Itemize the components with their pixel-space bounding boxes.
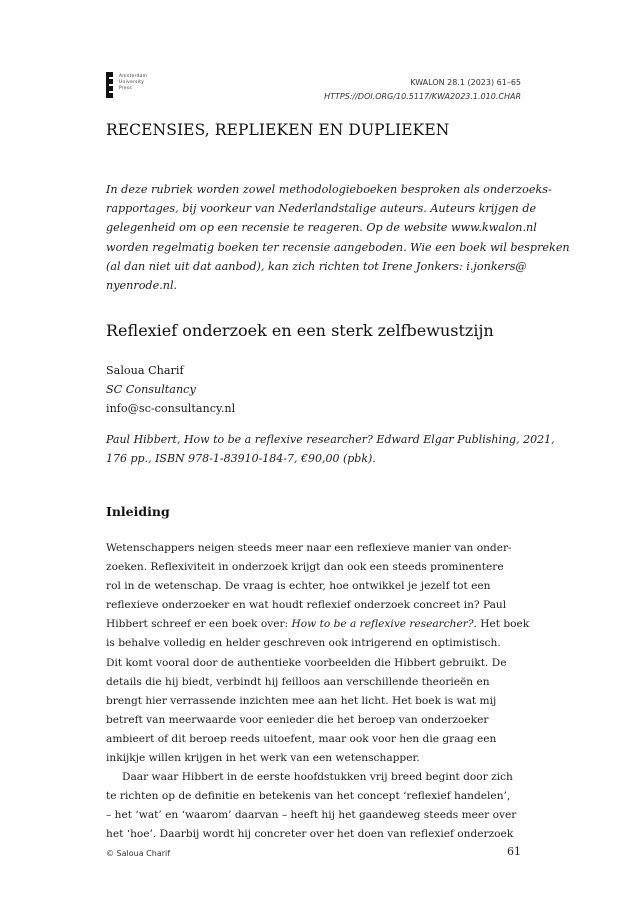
author-name: Saloua Charif [106, 364, 184, 377]
intro-paragraph [106, 180, 570, 295]
author-email[interactable]: info@sc-consultancy.nl [106, 402, 236, 415]
body-line: te richten op de definitie en betekenis van het concept ‘reflexief handelen’, [106, 790, 511, 803]
book-title-italic: How to be a reflexive researcher? [291, 618, 474, 631]
body-line: rol in de wetenschap. De vraag is echter, hoe ontwikkel je jezelf tot een [106, 580, 491, 593]
page-number: 61 [507, 845, 521, 858]
body-line: Dit komt vooral door de authentieke voorbeelden die Hibbert gebruikt. De [106, 656, 507, 669]
logo-line: University [119, 80, 145, 85]
intro-line: nyenrode.nl. [106, 279, 178, 293]
body-line: Daar waar Hibbert in de eerste hoofdstukken vrij breed begint door zich [122, 771, 513, 784]
logo-text [119, 74, 147, 92]
body-line: betreft van meerwaarde voor eenieder die het beroep van onderzoeker [106, 713, 489, 726]
body-line: is behalve volledig en helder geschreven ook intrigerend en optimistisch. [106, 637, 501, 650]
book-reference-line: 176 pp., ISBN 978-1-83910-184-7, €90,00 (pbk). [106, 452, 376, 466]
body-line: het ‘hoe’. Daarbij wordt hij concreter over het doen van reflexief onderzoek [106, 828, 514, 841]
body-line: Wetenschappers neigen steeds meer naar een reflexieve manier van onder- [106, 542, 512, 554]
logo-line: Press [119, 86, 133, 91]
logo-mark-icon [106, 72, 113, 98]
body-line: zoeken. Reflexiviteit in onderzoek krijgt dan ook een steeds prominentere [106, 561, 504, 574]
journal-doi[interactable]: HTTPS://DOI.ORG/10.5117/KWA2023.1.010.CHAR [324, 92, 521, 101]
footer-copyright: © Saloua Charif [106, 849, 171, 858]
intro-line: worden regelmatig boeken ter recensie aangeboden. Wie een boek wil bespreken [106, 240, 570, 254]
author-block [106, 361, 235, 418]
journal-header [324, 76, 521, 104]
body-text [106, 539, 530, 845]
body-line [106, 615, 530, 634]
intro-line: rapportages, bij voorkeur van Nederlandstalige auteurs. Auteurs krijgen de [106, 202, 537, 216]
publisher-logo [106, 72, 166, 100]
body-line: ambieert of dit beroep reeds uitoefent, maar ook voor hen die graag een [106, 732, 497, 745]
intro-line: (al dan niet uit dat aanbod), kan zich richten tot Irene Jonkers: i.jonkers@ [106, 259, 527, 273]
logo-line: Amsterdam [119, 74, 148, 79]
article-title: Reflexief onderzoek en een sterk zelfbewustzijn [106, 321, 494, 340]
body-line: reflexieve onderzoeker en wat houdt reflexief onderzoek concreet in? Paul [106, 599, 507, 612]
body-line: – het ‘wat’ en ‘waarom’ daarvan – heeft hij het gaandeweg steeds meer over [106, 809, 517, 822]
body-line: inkijkje willen krijgen in het werk van een wetenschapper. [106, 752, 420, 765]
journal-citation: KWALON 28.1 (2023) 61–65 [410, 78, 521, 87]
body-text-segment: . Het boek [473, 618, 530, 631]
intro-line: In deze rubriek worden zowel methodologieboeken besproken als onderzoeks- [106, 183, 552, 196]
book-reference-line: Paul Hibbert, How to be a reflexive researcher? Edward Elgar Publishing, 2021, [106, 433, 555, 446]
body-line: brengt hier verrassende inzichten mee aan het licht. Het boek is wat mij [106, 694, 497, 707]
intro-line: gelegenheid om op een recensie te reageren. Op de website www.kwalon.nl [106, 221, 537, 235]
author-affiliation: SC Consultancy [106, 383, 196, 396]
book-reference [106, 430, 555, 468]
body-line: details die hij biedt, verbindt hij feilloos aan verschillende theorieën en [106, 675, 490, 688]
section-title: RECENSIES, REPLIEKEN EN DUPLIEKEN [106, 121, 450, 139]
section-heading-inleiding: Inleiding [106, 504, 170, 519]
body-text-segment: Hibbert schreef er een boek over: [106, 618, 292, 631]
